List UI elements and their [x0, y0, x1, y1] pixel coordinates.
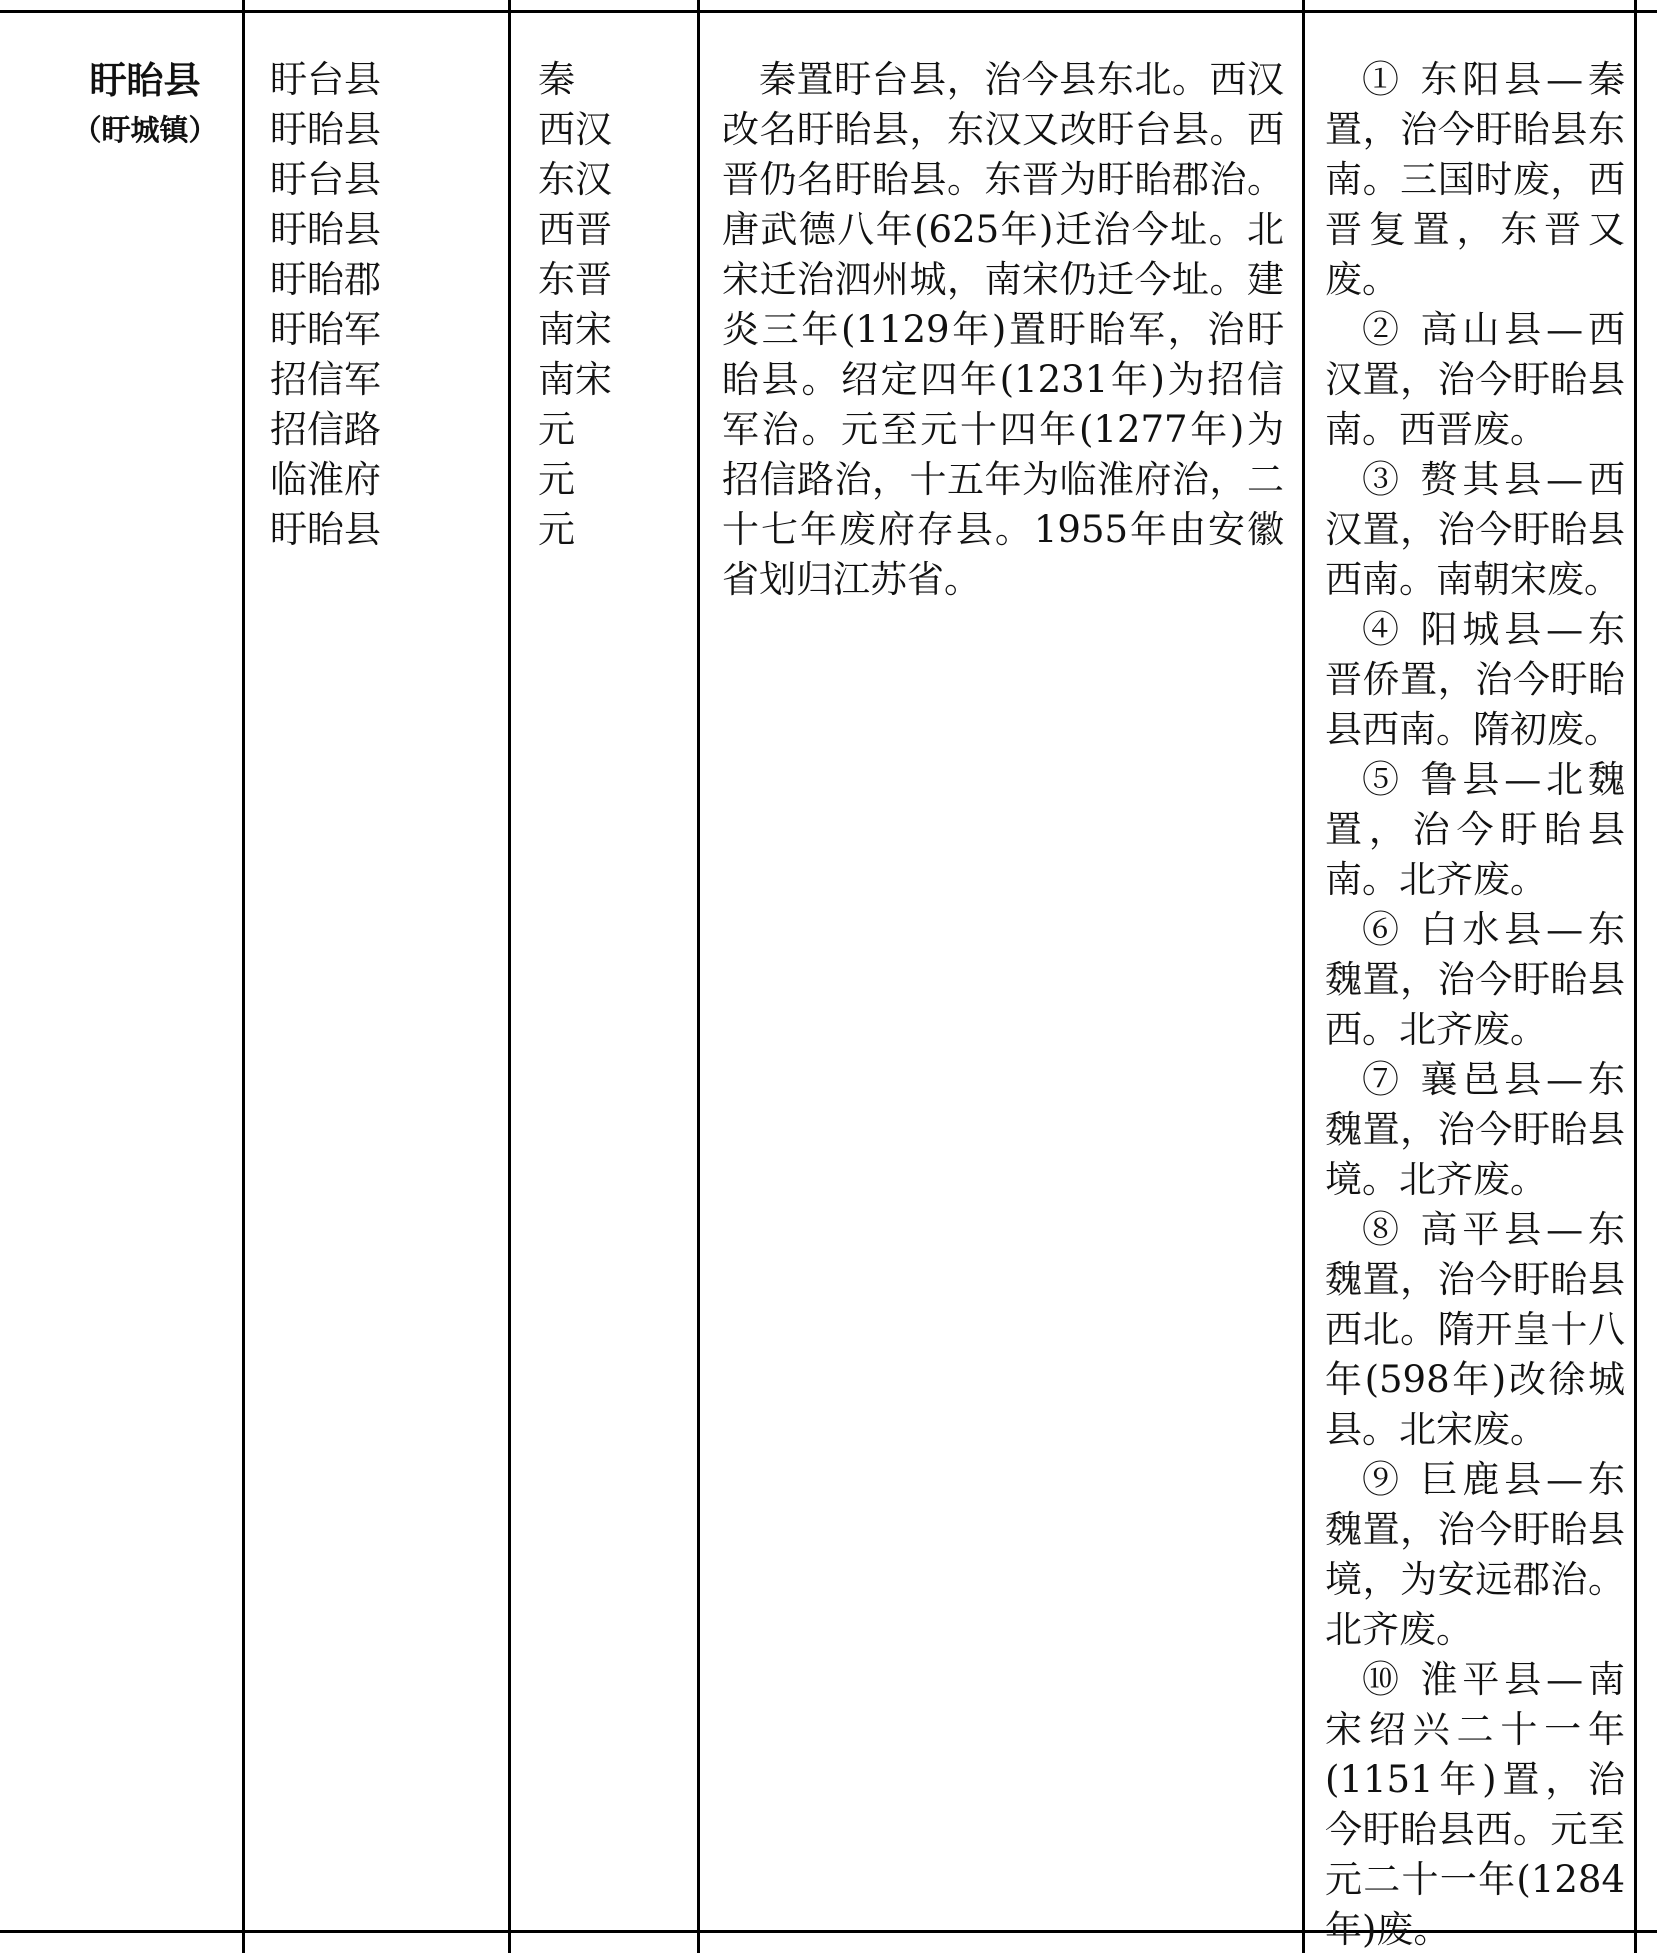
notes-cell — [1325, 55, 1625, 1955]
note-item: ① 东阳县—秦置，治今盱眙县东南。三国时废，西晋复置，东晋又废。 — [1325, 58, 1625, 301]
county-name: 盱眙县 — [89, 58, 201, 102]
note-item: ② 高山县—西汉置，治今盱眙县南。西晋废。 — [1325, 308, 1625, 451]
history-era: 南宋 — [538, 308, 612, 351]
county-cell — [55, 55, 235, 155]
column-divider — [697, 0, 700, 1953]
history-name: 盱眙军 — [270, 308, 381, 351]
history-name: 盱眙县 — [270, 508, 381, 551]
history-era: 秦 — [538, 58, 575, 101]
county-seat: （盱城镇） — [72, 113, 218, 147]
description-text: 秦置盱台县，治今县东北。西汉改名盱眙县，东汉又改盱台县。西晋仍名盱眙县。东晋为盱眙郡治。唐武德八年(625年)迁治今址。北宋迁治泗州城，南宋仍迁今址。建炎三年(1129年)置盱眙军，治盱眙县。绍定四年(1231年)为招信军治。元至元十四年(1277年)为招信路治，十五年为临淮府治，二十七年废府存县。1955年由安徽省划归江苏省。 — [722, 58, 1284, 601]
history-era: 西汉 — [538, 108, 612, 151]
history-era: 元 — [538, 458, 575, 501]
note-item: ③ 赘其县—西汉置，治今盱眙县西南。南朝宋废。 — [1325, 458, 1625, 601]
column-divider — [242, 0, 245, 1953]
history-name: 盱台县 — [270, 158, 381, 201]
history-name: 盱眙郡 — [270, 258, 381, 301]
note-item: ⑥ 白水县—东魏置，治今盱眙县西。北齐废。 — [1325, 908, 1625, 1051]
history-era: 元 — [538, 408, 575, 451]
note-item: ⑦ 襄邑县—东魏置，治今盱眙县境。北齐废。 — [1325, 1058, 1625, 1201]
history-era: 东汉 — [538, 158, 612, 201]
history-era: 东晋 — [538, 258, 612, 301]
column-divider — [1634, 0, 1637, 1953]
history-eras-cell — [538, 55, 688, 555]
note-item: ⑨ 巨鹿县—东魏置，治今盱眙县境，为安远郡治。北齐废。 — [1325, 1458, 1625, 1651]
note-item: ⑧ 高平县—东魏置，治今盱眙县西北。隋开皇十八年(598年)改徐城县。北宋废。 — [1325, 1208, 1625, 1451]
history-name: 招信路 — [270, 408, 381, 451]
table-top-border — [0, 10, 1657, 13]
history-names-cell — [270, 55, 500, 555]
description-cell — [722, 55, 1284, 605]
note-item: ⑤ 鲁县—北魏置，治今盱眙县南。北齐废。 — [1325, 758, 1625, 901]
history-name: 招信军 — [270, 358, 381, 401]
column-divider — [1302, 0, 1305, 1953]
note-item: ④ 阳城县—东晋侨置，治今盱眙县西南。隋初废。 — [1325, 608, 1625, 751]
history-era: 西晋 — [538, 208, 612, 251]
history-era: 南宋 — [538, 358, 612, 401]
note-item: ⑩ 淮平县—南宋绍兴二十一年(1151年)置，治今盱眙县西。元至元二十一年(1284年)废。 — [1325, 1658, 1625, 1951]
history-name: 盱眙县 — [270, 208, 381, 251]
history-name: 盱台县 — [270, 58, 381, 101]
history-name: 盱眙县 — [270, 108, 381, 151]
history-name: 临淮府 — [270, 458, 381, 501]
column-divider — [508, 0, 511, 1953]
history-era: 元 — [538, 508, 575, 551]
